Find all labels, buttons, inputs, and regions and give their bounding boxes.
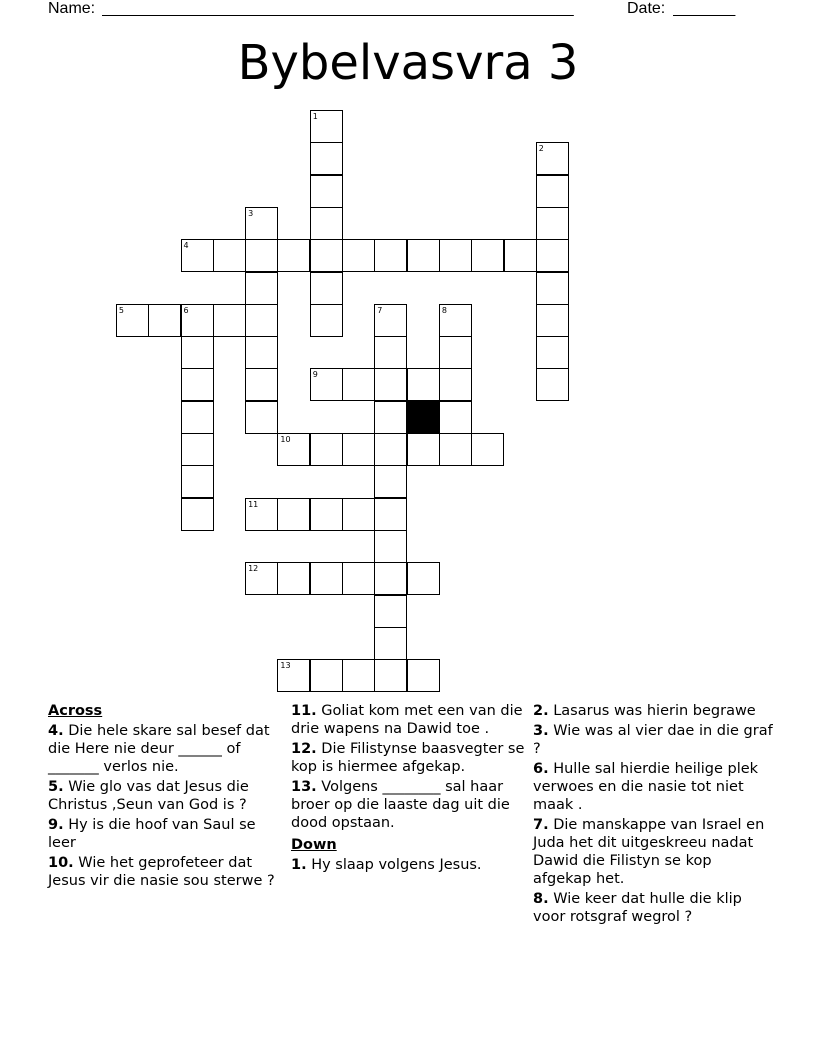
clue-number: 6. <box>533 761 549 777</box>
clue-across-13 <box>291 778 527 832</box>
cell-number: 8 <box>441 305 447 315</box>
clue-text: Hulle sal hierdie heilige plek verwoes en die nasie tot niet maak . <box>533 761 759 813</box>
grid-cell[interactable] <box>407 433 440 466</box>
cell-number: 1 <box>312 112 318 121</box>
cell-number: 12 <box>248 564 259 574</box>
grid-cell[interactable] <box>245 272 278 305</box>
cell-number: 3 <box>248 208 254 218</box>
grid-cell[interactable] <box>439 239 472 272</box>
clue-down-2 <box>533 702 773 720</box>
name-label: Name: <box>48 0 96 17</box>
date-line[interactable]: _______ <box>673 0 736 17</box>
grid-cell[interactable] <box>536 142 569 175</box>
grid-cell[interactable] <box>374 562 407 595</box>
grid-cell[interactable] <box>374 239 407 272</box>
grid-cell[interactable] <box>181 336 214 369</box>
grid-cell[interactable] <box>407 239 440 272</box>
grid-cell[interactable] <box>536 239 569 272</box>
grid-cell[interactable] <box>439 433 472 466</box>
grid-cell[interactable] <box>310 562 343 595</box>
clue-number: 4. <box>48 723 64 739</box>
clue-text: Hy is die hoof van Saul se leer <box>48 817 256 851</box>
date-label: Date: <box>627 0 666 17</box>
clue-down-1 <box>291 856 527 874</box>
grid-cell[interactable] <box>374 498 407 531</box>
grid-cell[interactable] <box>181 433 214 466</box>
grid-cell[interactable] <box>116 304 149 337</box>
across-heading: Across <box>48 703 103 719</box>
grid-cell[interactable] <box>536 272 569 305</box>
clue-text: Die hele skare sal besef dat die Here nie deur ______ of _______ verlos nie. <box>48 723 270 775</box>
grid-cell[interactable] <box>536 175 569 208</box>
clue-number: 11. <box>291 703 317 719</box>
grid-cell[interactable] <box>277 433 310 466</box>
grid-cell[interactable] <box>342 239 375 272</box>
clue-text: Wie was al vier dae in die graf ? <box>533 723 773 757</box>
cell-number: 13 <box>280 661 291 671</box>
clue-number: 12. <box>291 741 317 757</box>
cell-number: 2 <box>538 144 544 154</box>
grid-cell[interactable] <box>213 304 246 337</box>
clue-text: Wie het geprofeteer dat Jesus vir die nasie sou sterwe ? <box>48 855 275 889</box>
name-line[interactable]: _____________________________________________________ <box>102 0 574 17</box>
grid-cell[interactable] <box>181 239 214 272</box>
grid-cell[interactable] <box>374 465 407 498</box>
grid-cell[interactable] <box>374 401 407 434</box>
grid-cell[interactable] <box>181 368 214 401</box>
cell-number: 9 <box>312 370 318 380</box>
grid-cell[interactable] <box>310 142 343 175</box>
grid-cell[interactable] <box>181 465 214 498</box>
clue-number: 3. <box>533 723 549 739</box>
cell-number: 4 <box>183 241 189 251</box>
clue-across-12 <box>291 740 527 776</box>
grid-cell[interactable] <box>245 336 278 369</box>
cell-number: 7 <box>377 305 383 315</box>
grid-cell[interactable] <box>439 401 472 434</box>
clue-number: 2. <box>533 703 549 719</box>
grid-cell[interactable] <box>181 401 214 434</box>
cell-number: 5 <box>118 305 124 315</box>
grid-cell[interactable] <box>245 498 278 531</box>
clue-number: 1. <box>291 857 307 873</box>
grid-cell[interactable] <box>374 595 407 628</box>
grid-cell[interactable] <box>310 207 343 240</box>
clue-across-5 <box>48 778 280 814</box>
clue-text: Lasarus was hierin begrawe <box>553 703 756 719</box>
grid-cell[interactable] <box>374 530 407 563</box>
clue-number: 5. <box>48 779 64 795</box>
grid-cell[interactable] <box>342 562 375 595</box>
clue-number: 13. <box>291 779 317 795</box>
grid-cell[interactable] <box>407 562 440 595</box>
clues-column-3 <box>533 702 773 926</box>
grid-cell[interactable] <box>374 304 407 337</box>
grid-cell[interactable] <box>310 304 343 337</box>
grid-cell[interactable] <box>407 368 440 401</box>
clues-column-2 <box>291 702 527 874</box>
grid-cell[interactable] <box>245 207 278 240</box>
grid-cell[interactable] <box>310 239 343 272</box>
grid-cell[interactable] <box>148 304 181 337</box>
grid-cell[interactable] <box>504 239 537 272</box>
grid-cell[interactable] <box>536 336 569 369</box>
grid-cell[interactable] <box>310 659 343 692</box>
grid-cell[interactable] <box>374 627 407 660</box>
grid-cell[interactable] <box>277 562 310 595</box>
grid-cell[interactable] <box>374 433 407 466</box>
clue-number: 7. <box>533 817 549 833</box>
grid-cell[interactable] <box>310 272 343 305</box>
grid-cell[interactable] <box>374 659 407 692</box>
grid-block-cell <box>407 401 440 434</box>
grid-cell[interactable] <box>277 239 310 272</box>
clue-across-10 <box>48 854 280 890</box>
grid-cell[interactable] <box>181 498 214 531</box>
grid-cell[interactable] <box>439 336 472 369</box>
grid-cell[interactable] <box>277 659 310 692</box>
clue-number: 8. <box>533 891 549 907</box>
grid-cell[interactable] <box>181 304 214 337</box>
grid-cell[interactable] <box>342 433 375 466</box>
grid-cell[interactable] <box>374 336 407 369</box>
clue-text: Die Filistynse baasvegter se kop is hiermee afgekap. <box>291 741 525 775</box>
grid-cell[interactable] <box>245 562 278 595</box>
grid-cell[interactable] <box>471 433 504 466</box>
grid-cell[interactable] <box>536 304 569 337</box>
grid-cell[interactable] <box>439 304 472 337</box>
clue-text: Goliat kom met een van die drie wapens na Dawid toe . <box>291 703 523 737</box>
grid-cell[interactable] <box>310 498 343 531</box>
clue-number: 10. <box>48 855 74 871</box>
grid-cell[interactable] <box>342 498 375 531</box>
cell-number: 6 <box>183 305 189 315</box>
grid-cell[interactable] <box>245 304 278 337</box>
grid-cell[interactable] <box>536 368 569 401</box>
clue-text: Wie glo vas dat Jesus die Christus ,Seun van God is ? <box>48 779 249 813</box>
clue-across-11 <box>291 702 527 738</box>
page-title: Bybelvasvra 3 <box>237 35 579 91</box>
grid-cell[interactable] <box>310 433 343 466</box>
grid-cell[interactable] <box>245 368 278 401</box>
grid-cell[interactable] <box>245 401 278 434</box>
grid-cell[interactable] <box>342 659 375 692</box>
clue-down-3 <box>533 722 773 758</box>
clue-down-6 <box>533 760 773 814</box>
clue-across-4 <box>48 722 280 776</box>
grid-cell[interactable] <box>439 368 472 401</box>
grid-cell[interactable] <box>277 498 310 531</box>
clue-down-7 <box>533 816 773 888</box>
grid-cell[interactable] <box>213 239 246 272</box>
grid-cell[interactable] <box>310 110 343 143</box>
clue-text: Hy slaap volgens Jesus. <box>311 857 482 873</box>
grid-cell[interactable] <box>245 239 278 272</box>
clue-across-9 <box>48 816 280 852</box>
clue-text: Wie keer dat hulle die klip voor rotsgraf wegrol ? <box>533 891 742 925</box>
down-heading: Down <box>291 837 337 853</box>
grid-cell[interactable] <box>310 368 343 401</box>
clue-text: Die manskappe van Israel en Juda het dit uitgeskreeu nadat Dawid die Filistyn se kop afgekap het. <box>533 817 765 887</box>
clue-number: 9. <box>48 817 64 833</box>
clues-column-1 <box>48 702 280 890</box>
grid-cell[interactable] <box>374 368 407 401</box>
grid-cell[interactable] <box>536 207 569 240</box>
cell-number: 10 <box>280 435 291 444</box>
grid-cell[interactable] <box>407 659 440 692</box>
grid-cell[interactable] <box>310 175 343 208</box>
grid-cell[interactable] <box>471 239 504 272</box>
cell-number: 11 <box>248 499 259 509</box>
clue-text: Volgens ________ sal haar broer op die laaste dag uit die dood opstaan. <box>291 779 510 831</box>
grid-cell[interactable] <box>342 368 375 401</box>
clue-down-8 <box>533 890 773 926</box>
